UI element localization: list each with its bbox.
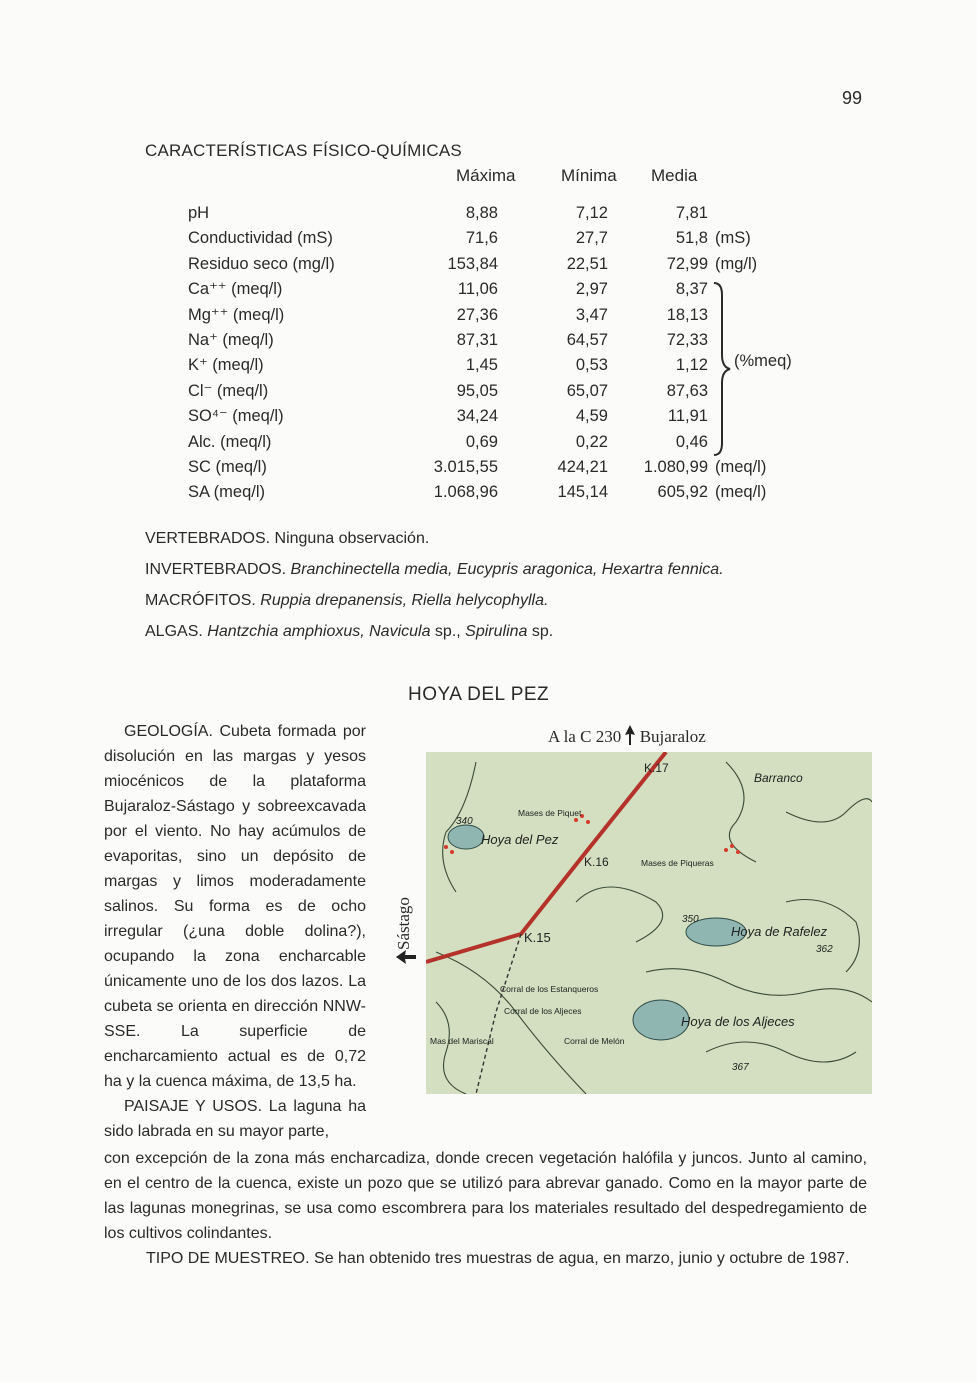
min-cell: 145,14 <box>557 483 608 502</box>
paisaje-continuation: con excepción de la zona más encharcadiza, donde crecen vegetación halófila y juncos. Junto al camino, en el centro de la cuenca, existe un pozo que se utilizó para abrevar ganado. Como en la mayor parte de las lagunas monegrinas, se usa como escombrera para los materiales resultado del despedregamiento de los cultivos colindantes. <box>104 1150 867 1242</box>
page-number: 99 <box>842 88 863 108</box>
algas-sp-a: sp., <box>430 623 466 640</box>
max-cell: 153,84 <box>447 254 498 273</box>
table-row <box>188 379 766 404</box>
percent-meq-label: (%meq) <box>734 352 792 370</box>
parameter-cell: SC (meq/l) <box>188 458 267 477</box>
max-cell: 27,36 <box>456 305 498 324</box>
parameter-cell: SA (meq/l) <box>188 483 266 502</box>
north-arrow-icon <box>625 725 635 745</box>
geologia-column <box>104 719 366 1144</box>
west-arrow-icon <box>396 950 416 964</box>
algas-line <box>145 623 553 641</box>
vertebrados-label: VERTEBRADOS. <box>145 530 271 547</box>
parameter-cell: K⁺ (meq/l) <box>188 356 264 375</box>
map-label-k15: K.15 <box>524 930 551 945</box>
parameter-cell: SO⁴⁻ (meq/l) <box>188 407 284 426</box>
min-cell: 64,57 <box>566 331 608 350</box>
invertebrados-label: INVERTEBRADOS. <box>145 561 287 578</box>
unit-cell <box>708 201 766 226</box>
right-brace-icon <box>710 281 732 457</box>
full-width-text <box>104 1146 867 1271</box>
max-cell: 1.068,96 <box>433 483 498 502</box>
max-cell: 0,69 <box>465 432 498 451</box>
min-cell: 2,97 <box>575 280 608 299</box>
max-cell: 1,45 <box>465 356 498 375</box>
min-cell: 22,51 <box>566 254 608 273</box>
table-row <box>188 480 766 505</box>
table-row <box>188 353 766 378</box>
max-cell: 87,31 <box>456 331 498 350</box>
min-cell: 3,47 <box>575 305 608 324</box>
map-top-label-road: A la C 230 <box>548 727 622 746</box>
vertebrados-line <box>145 530 429 548</box>
table-row <box>188 277 766 302</box>
map-label-barranco: Barranco <box>754 771 803 785</box>
invertebrados-line <box>145 561 724 579</box>
map-label-elev-367: 367 <box>732 1062 749 1073</box>
table-row <box>188 455 766 480</box>
table-row <box>188 328 766 353</box>
parameter-cell: Residuo seco (mg/l) <box>188 254 335 273</box>
mean-cell: 72,99 <box>666 254 708 273</box>
mean-cell: 0,46 <box>675 432 708 451</box>
location-map <box>426 752 872 1094</box>
parameter-cell: Cl⁻ (meq/l) <box>188 381 269 400</box>
max-cell: 11,06 <box>457 280 498 299</box>
table-row <box>188 201 766 226</box>
min-cell: 0,22 <box>575 432 608 451</box>
mean-cell: 72,33 <box>666 331 708 350</box>
parameter-cell: pH <box>188 204 210 222</box>
min-cell: 27,7 <box>575 229 608 248</box>
muestreo-paragraph: TIPO DE MUESTREO. Se han obtenido tres muestras de agua, en marzo, junio y octubre de 1987. <box>146 1250 850 1267</box>
table-row <box>188 430 766 455</box>
table-row <box>188 404 766 429</box>
map-label-corral-melon: Corral de Melón <box>564 1036 625 1046</box>
mean-cell: 605,92 <box>657 483 708 502</box>
column-header-max: Máxima <box>456 166 516 185</box>
min-cell: 424,21 <box>557 458 608 477</box>
map-label-hoya-aljeces: Hoya de los Aljeces <box>681 1014 795 1029</box>
max-cell: 34,24 <box>456 407 498 426</box>
mean-cell: 87,63 <box>666 381 708 400</box>
map-label-corral-aljeces: Corral de los Aljeces <box>504 1006 582 1016</box>
map-label-elev-362: 362 <box>816 944 833 955</box>
unit-cell: (meq/l) <box>715 483 767 502</box>
parameter-cell: Ca⁺⁺ (meq/l) <box>188 280 283 299</box>
map-label-k17: K.17 <box>644 761 669 775</box>
map-side-arrow <box>396 950 416 969</box>
mean-cell: 1.080,99 <box>643 458 708 477</box>
table-row <box>188 226 766 251</box>
max-cell: 3.015,55 <box>433 458 498 477</box>
unit-cell: (mg/l) <box>715 254 758 273</box>
table-row <box>188 252 766 277</box>
mean-cell: 51,8 <box>675 229 708 248</box>
table-row <box>188 303 766 328</box>
max-cell: 8,88 <box>465 204 498 222</box>
paisaje-start: PAISAJE Y USOS. La laguna ha sido labrada en su mayor parte, <box>104 1098 366 1140</box>
column-header-mean: Media <box>651 166 698 185</box>
mean-cell: 8,37 <box>675 280 708 299</box>
map-top-label-town: Bujaraloz <box>639 727 706 746</box>
algas-sp-b: sp. <box>527 623 554 640</box>
max-cell: 95,05 <box>456 381 498 400</box>
map-label-mases-piqueras: Mases de Piqueras <box>641 858 714 868</box>
map-label-elev-340: 340 <box>456 816 473 827</box>
max-cell: 71,6 <box>465 229 498 248</box>
min-cell: 65,07 <box>566 381 608 400</box>
unit-cell: (mS) <box>715 229 751 248</box>
vertebrados-text: Ninguna observación. <box>270 530 430 547</box>
map-label-mas-mariscal: Mas del Mariscal <box>430 1036 494 1046</box>
parameter-cell: Alc. (meq/l) <box>188 432 272 451</box>
mean-cell: 18,13 <box>666 305 708 324</box>
mean-cell: 7,81 <box>675 204 708 222</box>
hoya-del-pez-lagoon <box>448 825 484 849</box>
map-label-elev-350: 350 <box>682 914 699 925</box>
min-cell: 4,59 <box>575 407 608 426</box>
mean-cell: 11,91 <box>667 407 708 426</box>
geologia-paragraph: GEOLOGÍA. Cubeta formada por disolución en las margas y yesos miocénicos de la plataforma Bujaraloz-Sástago y sobreexcavada por el viento. No hay acúmulos de evaporitas, sino un depósito de margas y limos moderadamente salinos. Su forma es de ocho irregular (¿una doble dolina?), ocupando la zona encharcable únicamente uno de los dos lazos. La cubeta se orienta en dirección NNW-SSE. La superficie de encharcamiento actual es de 0,72 ha y la cuenca máxima, de 13,5 ha. <box>104 723 366 1090</box>
chemistry-table <box>188 201 766 506</box>
map-label-hoya-pez: Hoya del Pez <box>481 832 559 847</box>
section-title: CARACTERÍSTICAS FÍSICO-QUÍMICAS <box>145 141 462 160</box>
macrofitos-species: Ruppia drepanensis, Riella helycophylla. <box>260 592 549 609</box>
algas-species-b: Spirulina <box>465 623 528 640</box>
map-label-mases-piquet: Mases de Piquet <box>518 808 582 818</box>
map-label-k16: K.16 <box>584 855 609 869</box>
macrofitos-line <box>145 592 548 610</box>
map-side-label: Sástago <box>394 897 413 950</box>
algas-species-a: Hantzchia amphioxus, Navicula <box>207 623 431 640</box>
column-header-min: Mínima <box>561 166 617 185</box>
invertebrados-species: Branchinectella media, Eucypris aragonica, Hexartra fennica. <box>290 561 724 578</box>
algas-label: ALGAS. <box>145 623 203 640</box>
parameter-cell: Na⁺ (meq/l) <box>188 331 274 350</box>
map-label-corral-estanqueros: Corral de los Estanqueros <box>500 984 599 994</box>
macrofitos-label: MACRÓFITOS. <box>145 592 256 609</box>
min-cell: 0,53 <box>575 356 608 375</box>
parameter-cell: Mg⁺⁺ (meq/l) <box>188 305 285 324</box>
parameter-cell: Conductividad (mS) <box>188 229 333 248</box>
map-label-hoya-rafelez: Hoya de Rafelez <box>731 924 828 939</box>
min-cell: 7,12 <box>575 204 608 222</box>
hoya-title: HOYA DEL PEZ <box>408 684 550 705</box>
map-top-label <box>548 725 706 747</box>
unit-cell: (meq/l) <box>715 458 767 477</box>
mean-cell: 1,12 <box>675 356 708 375</box>
